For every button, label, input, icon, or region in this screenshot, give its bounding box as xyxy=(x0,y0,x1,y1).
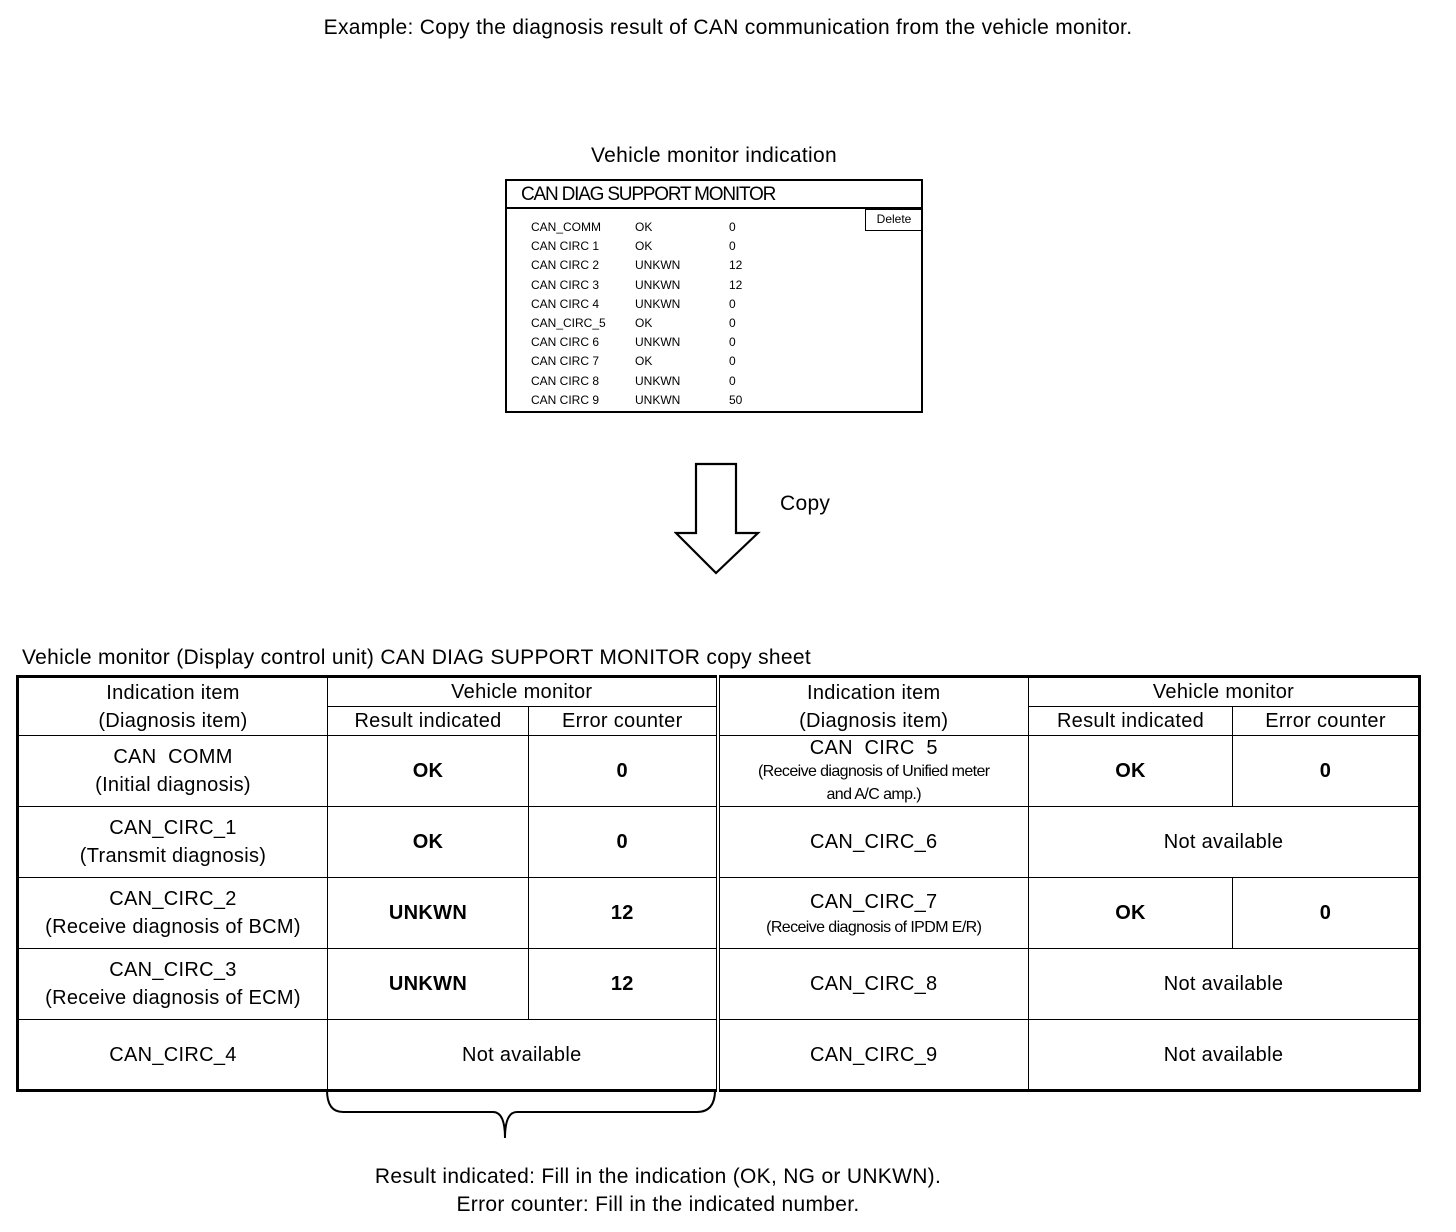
monitor-item: CAN_COMM xyxy=(531,220,602,234)
monitor-count: 0 xyxy=(729,296,736,311)
table-row xyxy=(18,807,1420,878)
monitor-row xyxy=(531,333,791,352)
item-desc: (Receive diagnosis of ECM) xyxy=(45,987,301,1009)
header-diagnosis-label: (Diagnosis item) xyxy=(799,709,949,732)
error-counter-cell: 12 xyxy=(529,878,718,949)
header-error-counter: Error counter xyxy=(529,707,718,736)
monitor-count: 0 xyxy=(729,315,736,330)
monitor-count: 0 xyxy=(729,239,736,254)
not-available-cell: Not available xyxy=(328,1020,718,1091)
indication-item-cell: CAN_CIRC_8 xyxy=(718,949,1029,1020)
table-row xyxy=(18,878,1420,949)
indication-item-cell xyxy=(718,736,1029,807)
item-name: CAN COMM xyxy=(113,746,233,768)
example-caption: Example: Copy the diagnosis result of CAN communication from the vehicle monitor. xyxy=(323,16,1133,39)
monitor-count: 0 xyxy=(729,373,736,388)
table-header-row xyxy=(18,677,1420,707)
header-indication-label: Indication item xyxy=(807,681,941,704)
monitor-row xyxy=(531,295,791,314)
error-counter-cell: 12 xyxy=(529,949,718,1020)
monitor-result: UNKWN xyxy=(635,296,681,311)
note-result-line: Result indicated: Fill in the indication (OK, NG or UNKWN). xyxy=(374,1165,942,1188)
error-counter-cell: 0 xyxy=(529,736,718,807)
monitor-count: 50 xyxy=(729,392,743,407)
item-name: CAN_CIRC_3 xyxy=(109,959,237,981)
fill-instructions xyxy=(0,1163,1316,1219)
monitor-item: CAN_CIRC_5 xyxy=(531,315,606,330)
indication-item-cell xyxy=(18,807,328,878)
not-available-cell: Not available xyxy=(1029,807,1420,878)
header-indication-label: Indication item xyxy=(106,681,240,704)
monitor-result: OK xyxy=(635,239,653,254)
item-desc: (Transmit diagnosis) xyxy=(79,845,267,867)
monitor-result: UNKWN xyxy=(635,373,681,388)
note-counter-line: Error counter: Fill in the indicated number. xyxy=(456,1193,860,1216)
result-cell: UNKWN xyxy=(328,949,529,1020)
monitor-row xyxy=(531,237,791,256)
item-name: CAN CIRC 5 xyxy=(809,737,938,759)
error-counter-cell: 0 xyxy=(1233,878,1420,949)
monitor-item: CAN CIRC 6 xyxy=(531,335,600,350)
copy-sheet-table xyxy=(16,675,1421,1092)
monitor-item: CAN CIRC 9 xyxy=(531,392,600,407)
header-indication-item xyxy=(718,677,1029,736)
monitor-item: CAN CIRC 8 xyxy=(531,373,600,388)
header-vehicle-monitor: Vehicle monitor xyxy=(1029,677,1420,707)
indication-item-cell xyxy=(18,949,328,1020)
header-indication-item xyxy=(18,677,328,736)
monitor-row xyxy=(531,314,791,333)
header-vehicle-monitor: Vehicle monitor xyxy=(328,677,718,707)
indication-item-cell xyxy=(718,878,1029,949)
item-desc-line1: (Receive diagnosis of Unified meter xyxy=(757,763,990,780)
monitor-count: 12 xyxy=(729,258,743,273)
item-name: CAN_CIRC_7 xyxy=(810,890,938,913)
header-diagnosis-label: (Diagnosis item) xyxy=(98,709,248,732)
error-counter-cell: 0 xyxy=(1233,736,1420,807)
header-error-counter: Error counter xyxy=(1233,707,1420,736)
monitor-count: 12 xyxy=(729,277,743,292)
table-row xyxy=(18,736,1420,807)
monitor-result: UNKWN xyxy=(635,335,681,350)
header-result-indicated: Result indicated xyxy=(1029,707,1233,736)
indication-item-cell xyxy=(18,736,328,807)
error-counter-cell: 0 xyxy=(529,807,718,878)
indication-item-cell: CAN_CIRC_4 xyxy=(18,1020,328,1091)
monitor-row xyxy=(531,256,791,275)
item-desc: (Initial diagnosis) xyxy=(95,774,251,796)
monitor-item: CAN CIRC 1 xyxy=(531,239,600,254)
indication-item-cell: CAN_CIRC_6 xyxy=(718,807,1029,878)
result-cell: OK xyxy=(328,807,529,878)
sheet-title: Vehicle monitor (Display control unit) CAN DIAG SUPPORT MONITOR copy sheet xyxy=(22,646,811,669)
not-available-cell: Not available xyxy=(1029,1020,1420,1091)
curly-brace-icon xyxy=(325,1088,717,1140)
monitor-count: 0 xyxy=(729,354,736,369)
indication-item-cell: CAN_CIRC_9 xyxy=(718,1020,1029,1091)
result-cell: OK xyxy=(1029,878,1233,949)
result-cell: OK xyxy=(328,736,529,807)
monitor-result: UNKWN xyxy=(635,258,681,273)
monitor-row xyxy=(531,218,791,237)
monitor-result: OK xyxy=(635,220,653,234)
table-row xyxy=(18,1020,1420,1091)
item-desc: (Receive diagnosis of IPDM E/R) xyxy=(766,918,982,936)
header-result-indicated: Result indicated xyxy=(328,707,529,736)
result-cell: OK xyxy=(1029,736,1233,807)
monitor-row xyxy=(531,276,791,295)
table-row xyxy=(18,949,1420,1020)
down-arrow-icon xyxy=(674,462,764,577)
result-cell: UNKWN xyxy=(328,878,529,949)
indication-item-cell xyxy=(18,878,328,949)
monitor-row xyxy=(531,352,791,371)
vehicle-monitor-heading: Vehicle monitor indication xyxy=(591,144,837,167)
copy-label: Copy xyxy=(780,492,831,515)
monitor-title: CAN DIAG SUPPORT MONITOR xyxy=(507,181,921,209)
monitor-result: OK xyxy=(635,315,653,330)
not-available-cell: Not available xyxy=(1029,949,1420,1020)
item-desc: (Receive diagnosis of BCM) xyxy=(45,916,301,938)
monitor-item: CAN CIRC 2 xyxy=(531,258,600,273)
monitor-count: 0 xyxy=(729,335,736,350)
monitor-rows xyxy=(531,218,791,410)
can-diag-monitor-screen xyxy=(505,179,923,413)
item-name: CAN_CIRC_1 xyxy=(109,817,237,839)
item-name: CAN_CIRC_2 xyxy=(109,888,237,910)
monitor-count: 0 xyxy=(729,220,736,234)
item-desc-line2: and A/C amp.) xyxy=(826,786,921,803)
monitor-result: UNKWN xyxy=(635,277,681,292)
monitor-item: CAN CIRC 7 xyxy=(531,354,600,369)
monitor-row xyxy=(531,372,791,391)
monitor-item: CAN CIRC 4 xyxy=(531,296,600,311)
monitor-result: UNKWN xyxy=(635,392,681,407)
delete-button[interactable]: Delete xyxy=(865,209,923,231)
monitor-row xyxy=(531,391,791,410)
monitor-item: CAN CIRC 3 xyxy=(531,277,600,292)
monitor-result: OK xyxy=(635,354,653,369)
